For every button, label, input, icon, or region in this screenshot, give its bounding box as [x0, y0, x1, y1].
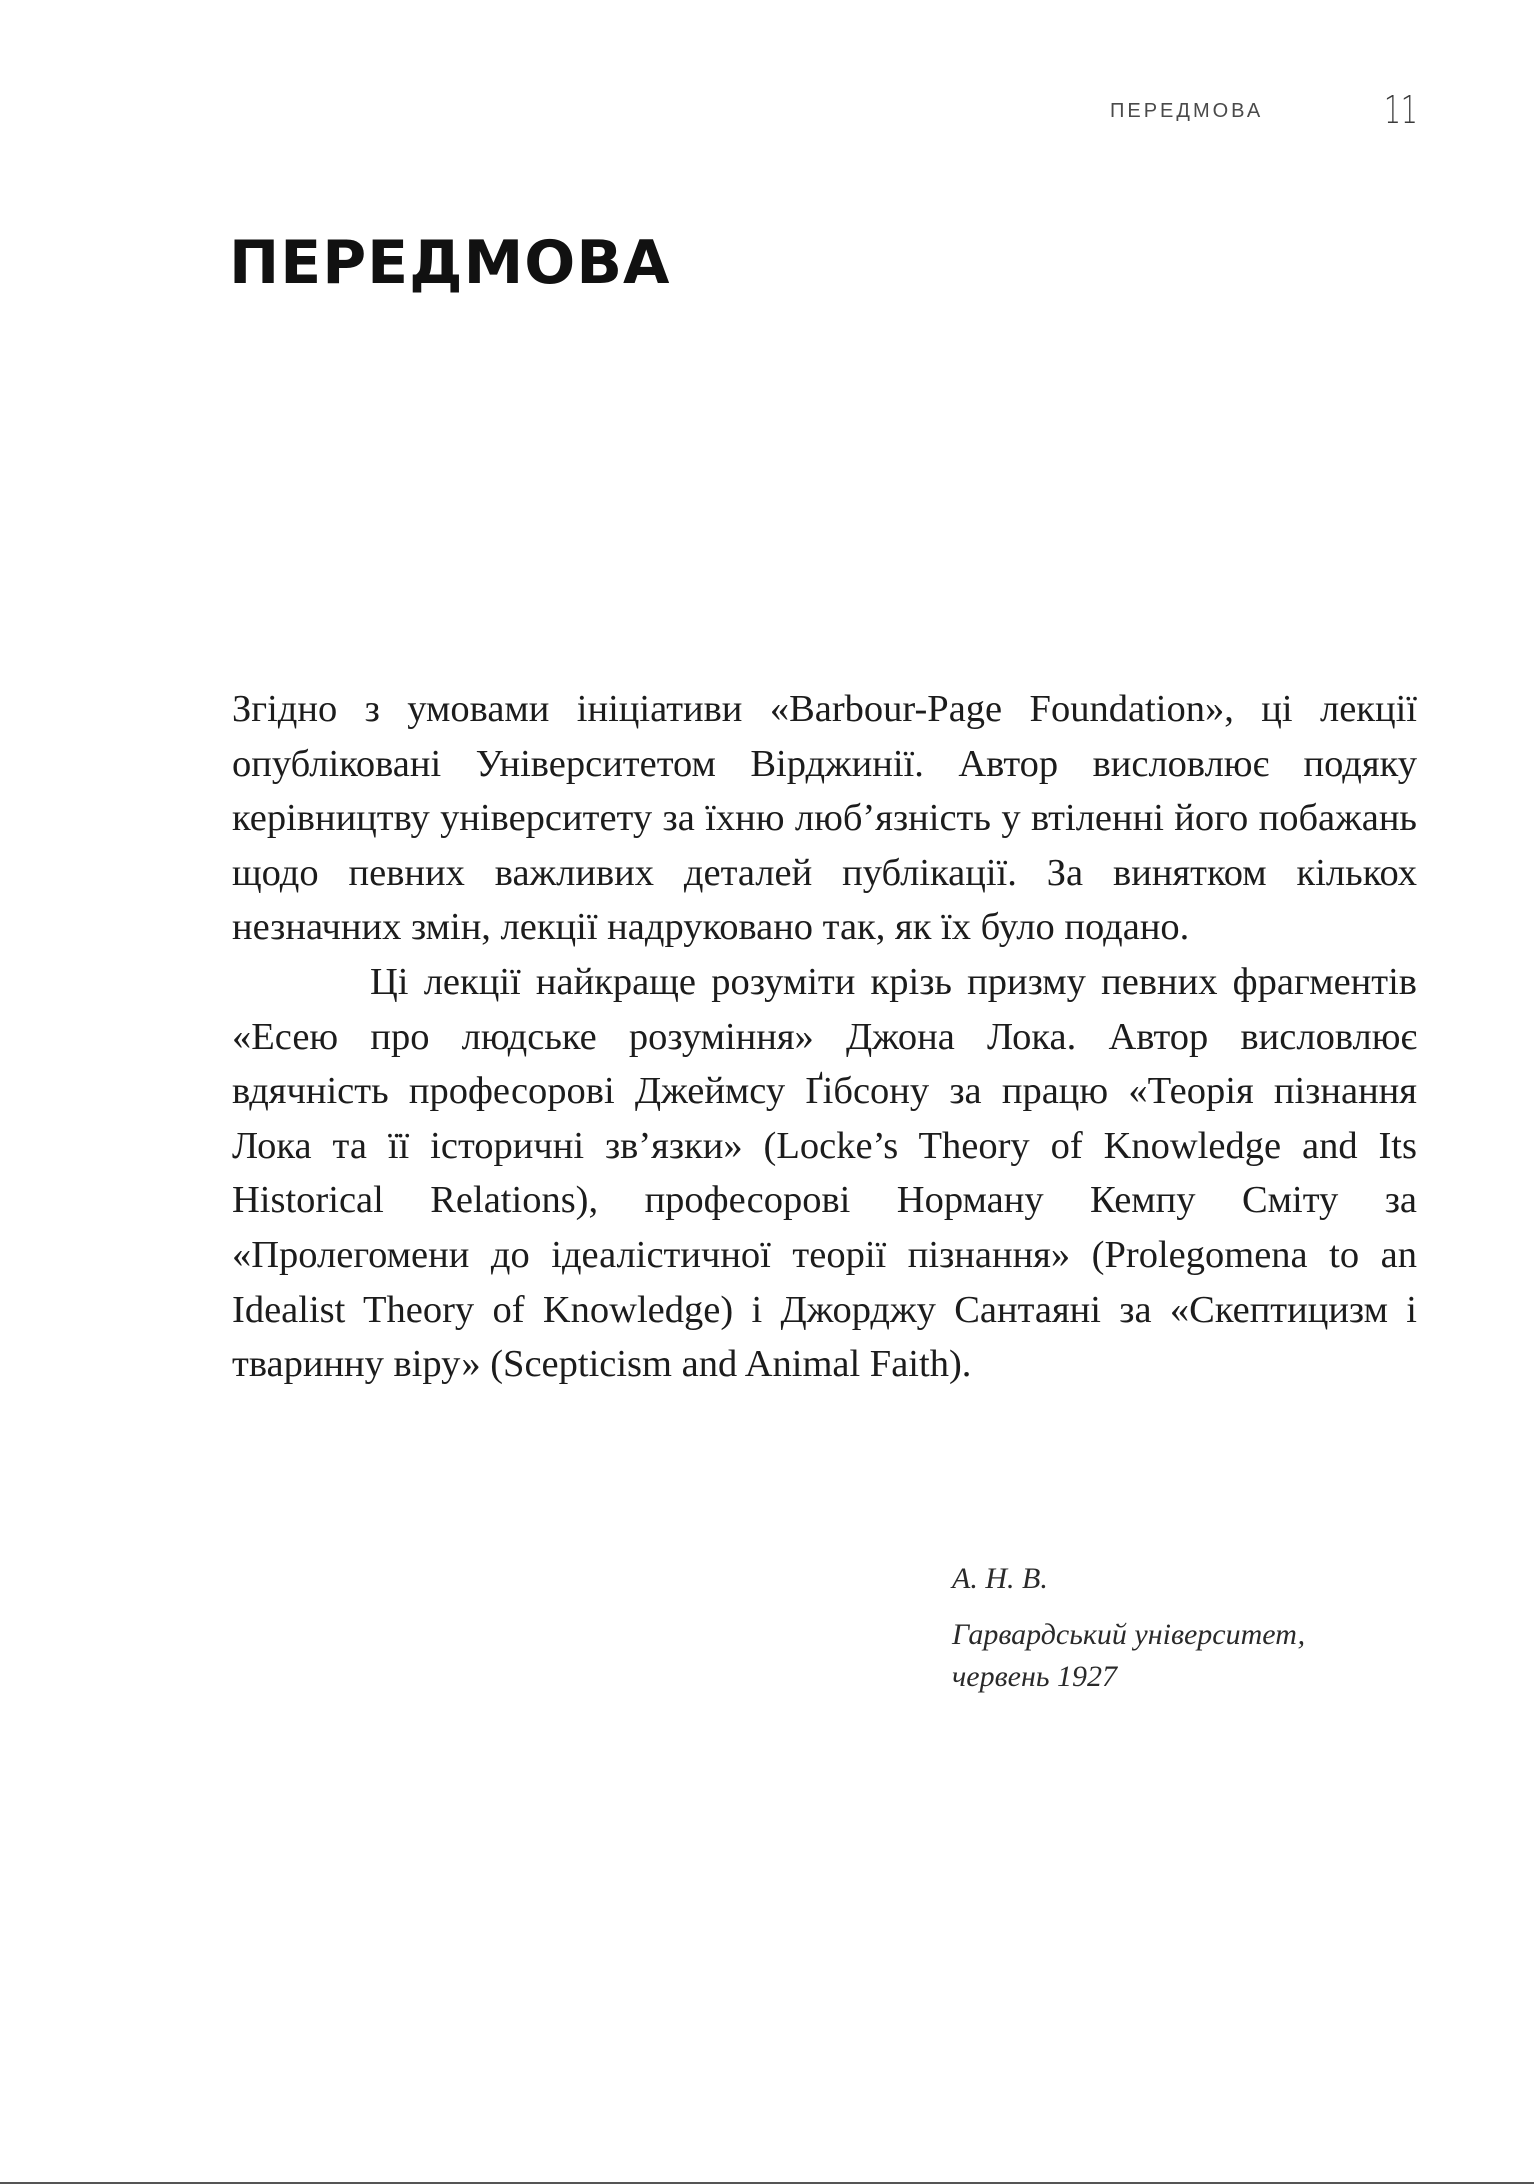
paragraph-2: Ці лекції найкраще розуміти крізь призму певних фрагментів «Есею про людське розуміння» Джона Лока. Автор висловлює вдячність професорові Джеймсу Ґібсону за працю «Теорія пізнання Лока та її історичні зв’язки» (Locke’s Theory of Knowledge and Its Historical Relations), професорові Норману Кемпу Сміту за «Пролегомени до ідеалістичної теорії пізнання» (Prolegomena to an Idealist Theory of Knowledge) і Джорджу Сантаяні за «Скептицизм і тваринну віру» (Scepticism and Animal Faith). — [232, 960, 1417, 1386]
page-number: 11 — [1384, 88, 1418, 132]
signature-place: Гарвардський університет, — [952, 1618, 1306, 1651]
author-initials: А. Н. В. — [952, 1562, 1048, 1595]
chapter-title: ПЕРЕДМОВА — [229, 228, 671, 298]
body-text — [232, 682, 1417, 1392]
paragraph-1: Згідно з умовами ініціативи «Barbour-Page Foundation», ці лекції опубліковані Університетом Вірджинії. Автор висловлює подяку керівництву університету за їхню люб’язність у втіленні його побажань щодо певних важливих деталей публікації. За винятком кількох незначних змін, лекції надруковано так, як їх було подано. — [232, 688, 1417, 949]
signature-date: червень 1927 — [952, 1660, 1117, 1693]
running-head: ПЕРЕДМОВА — [1110, 100, 1264, 122]
signature-block — [952, 1562, 1305, 1698]
